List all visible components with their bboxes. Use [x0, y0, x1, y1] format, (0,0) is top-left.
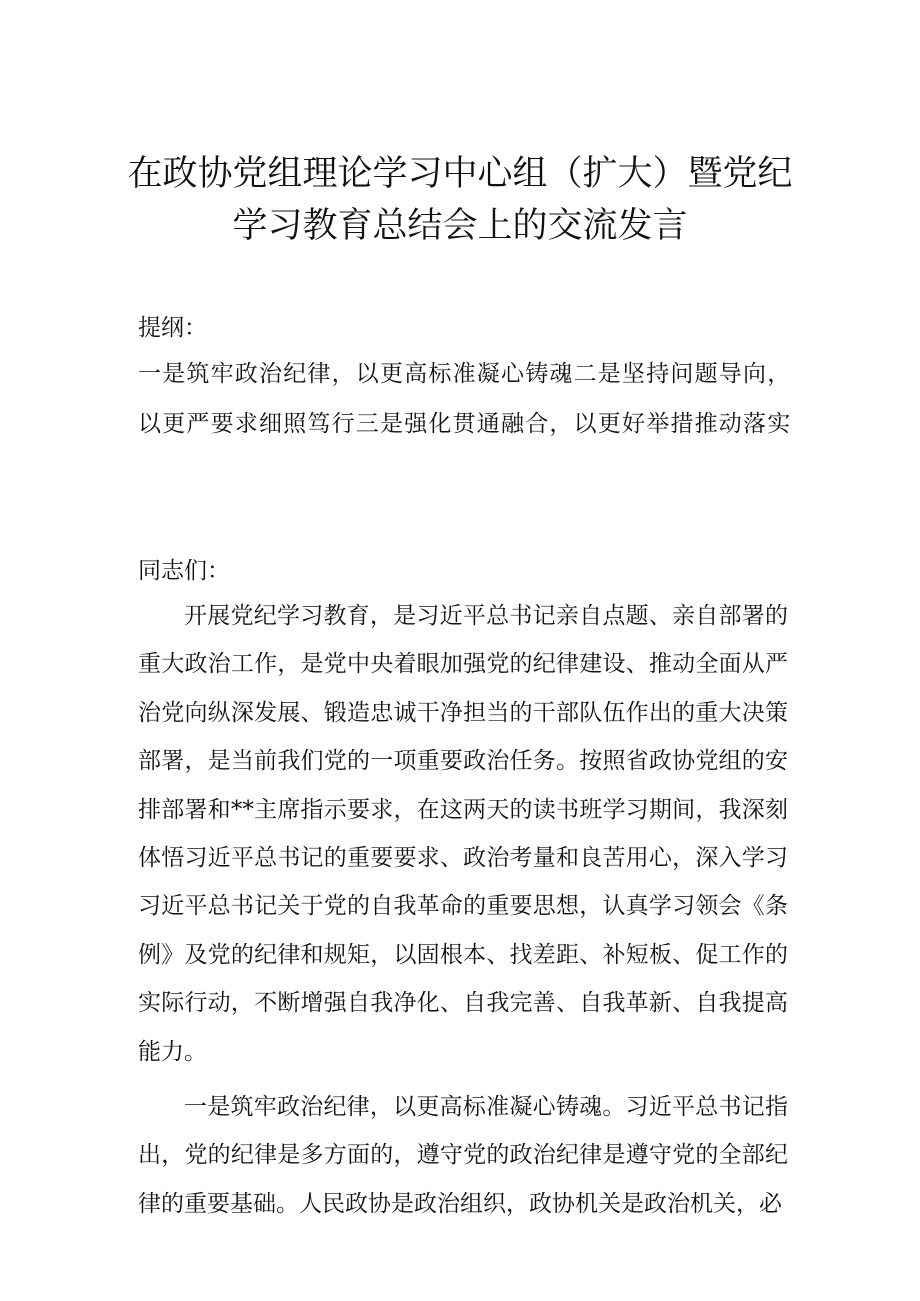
document-title-line-2: 学习教育总结会上的交流发言 — [232, 206, 688, 246]
outline-line-1: 一是筑牢政治纪律，以更高标准凝心铸魂二是坚持问题导向， — [138, 361, 792, 387]
body-paragraph-2: 一是筑牢政治纪律，以更高标准凝心铸魂。习近平总书记指出，党的纪律是多方面的，遵守党的政治纪律是遵守党的全部纪律的重要基础。人民政协是政治组织，政协机关是政治机关，必 — [138, 1094, 788, 1217]
salutation: 同志们： — [138, 558, 230, 584]
outline-label: 提纲： — [138, 315, 207, 341]
document-title-line-1: 在政协党组理论学习中心组（扩大）暨党纪 — [127, 154, 793, 194]
body-paragraph-1: 开展党纪学习教育，是习近平总书记亲自点题、亲自部署的重大政治工作，是党中央着眼加强党的纪律建设、推动全面从严治党向纵深发展、锻造忠诚干净担当的干部队伍作出的重大决策部署，是当前我们党的一项重要政治任务。按照省政协党组的安排部署和**主席指示要求，在这两天的读书班学习期间，我深刻体悟习近平总书记的重要要求、政治考量和良苦用心，深入学习习近平总书记关于党的自我革命的重要思想，认真学习领会《条例》及党的纪律和规矩，以固根本、找差距、补短板、促工作的实际行动，不断增强自我净化、自我完善、自我革新、自我提高能力。 — [138, 603, 788, 1065]
outline-line-2: 以更严要求细照笃行三是强化贯通融合，以更好举措推动落实 — [138, 411, 792, 437]
